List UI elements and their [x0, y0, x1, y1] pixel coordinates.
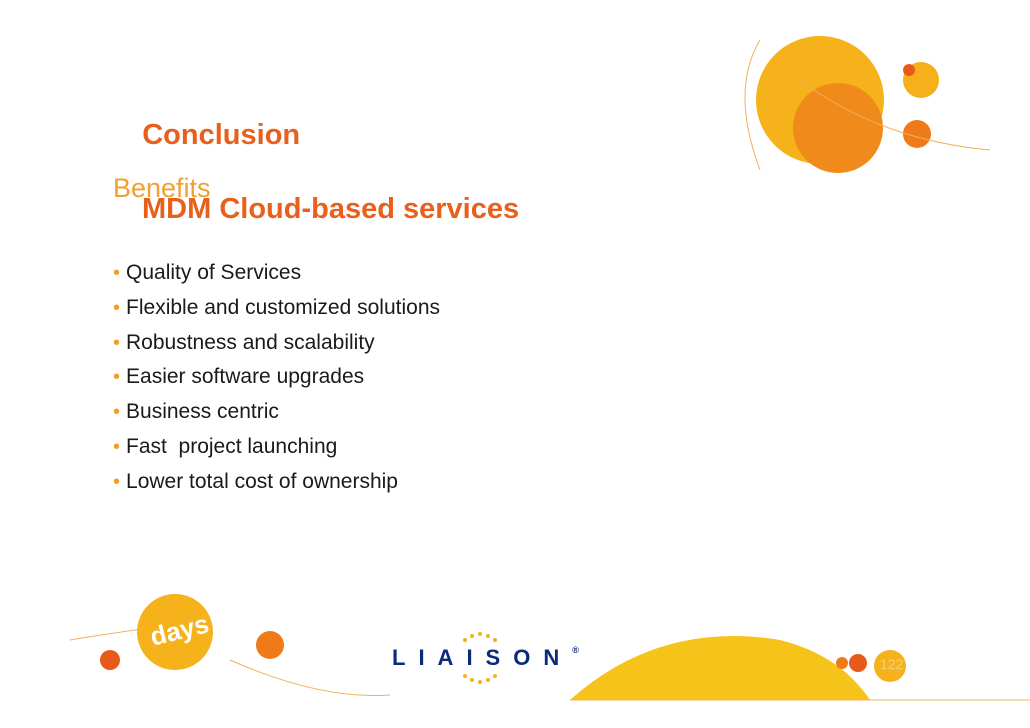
bullet-icon: • — [113, 366, 121, 389]
bullet-icon: • — [113, 401, 121, 424]
bullet-text: Business centric — [126, 400, 279, 424]
list-item — [113, 430, 440, 465]
list-item — [113, 326, 440, 361]
bullet-text: Flexible and customized solutions — [126, 295, 441, 319]
title-line-1: Conclusion — [142, 119, 301, 151]
bullet-text: Easier software upgrades — [126, 365, 365, 389]
list-item — [113, 291, 440, 326]
title-line-2: MDM Cloud-based services — [142, 193, 520, 225]
bullet-icon: • — [113, 262, 121, 284]
page-number: 122 — [880, 656, 904, 672]
bullet-text: Quality of Services — [126, 261, 302, 284]
subtitle: Benefits — [113, 173, 211, 203]
bullet-icon: • — [113, 470, 121, 493]
list-item — [113, 360, 440, 395]
bullet-text: Robustness and scalability — [126, 330, 375, 354]
list-item — [113, 256, 440, 291]
tiny-red-circle — [903, 64, 915, 76]
days-logo: days — [147, 608, 212, 652]
liaison-logo-text: LIAISON — [392, 645, 573, 670]
bullet-icon: • — [113, 331, 121, 354]
bullet-text: Lower total cost of ownership — [126, 469, 398, 493]
registered-mark: ® — [572, 645, 579, 655]
bullet-list — [113, 256, 440, 500]
bottom-sun-shape — [570, 636, 870, 700]
liaison-logo — [392, 645, 579, 671]
bullet-icon: • — [113, 435, 121, 458]
bottom-orange-circle — [256, 631, 284, 659]
list-item — [113, 395, 440, 430]
inner-sun-circle — [793, 83, 883, 173]
bullet-icon: • — [113, 296, 121, 319]
bullet-text: Fast project launching — [126, 434, 338, 458]
bottom-left-red-dot — [100, 650, 120, 670]
list-item — [113, 465, 440, 500]
